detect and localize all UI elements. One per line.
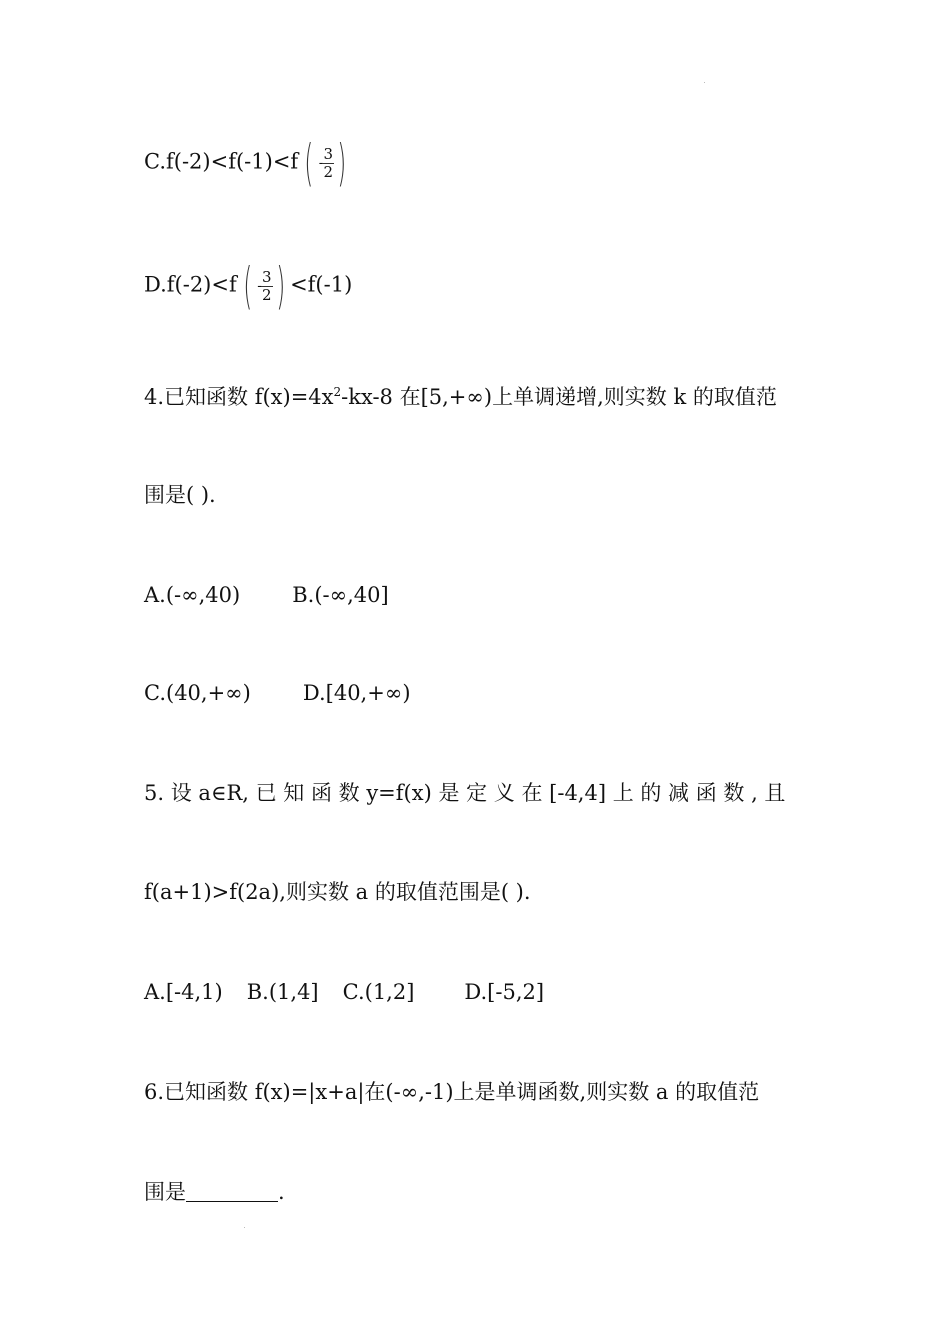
q3-option-d xyxy=(144,257,353,315)
q4-option-a: A.(-∞,40) xyxy=(144,583,241,607)
answer-blank[interactable] xyxy=(186,1183,278,1202)
fraction: $\frac{3}{2}$ xyxy=(262,268,272,304)
scan-speck xyxy=(244,1227,245,1228)
fraction-expression: ( - $\frac{3}{2}$ ) xyxy=(304,134,347,192)
q3-option-d-text: D.f(-2)<f xyxy=(144,272,237,297)
q6-stem-line2: 围是 . xyxy=(144,1180,285,1204)
fraction: $\frac{3}{2}$ xyxy=(323,145,333,181)
q4-stem-line2: 围是( ). xyxy=(144,483,216,507)
q3-option-c-text: C.f(-2)<f(-1)<f xyxy=(144,149,299,174)
q4-stem-line1: 4.已知函数 $f(x)=4x^2-kx-8$ 在[5,+∞)上单调递增,则实数 k 的取值范 xyxy=(144,385,777,409)
q6-stem-line1: 6.已知函数 f(x)=|x+a|在(-∞,-1)上是单调函数,则实数 a 的取值范 xyxy=(144,1080,760,1104)
q4-option-d: D.[40,+∞) xyxy=(302,681,411,705)
q3-option-c xyxy=(144,134,352,192)
q5-stem-line1: 5. 设 a∈R, 已 知 函 数 y=f(x) 是 定 义 在 [-4,4] 上 的 减 函 数 , 且 xyxy=(144,781,786,805)
q4-options-row1 xyxy=(144,585,389,606)
q3-option-d-suffix: <f(-1) xyxy=(290,272,353,297)
exponent: 2 xyxy=(333,385,342,399)
q5-option-c: C.(1,2] xyxy=(342,980,415,1004)
q4-option-c: C.(40,+∞) xyxy=(144,681,251,705)
q5-options xyxy=(144,982,544,1003)
q4-option-b: B.(-∞,40] xyxy=(292,583,389,607)
scan-speck xyxy=(704,82,705,83)
q5-option-b: B.(1,4] xyxy=(246,980,319,1004)
q4-options-row2 xyxy=(144,683,411,704)
fraction-expression: ( - $\frac{3}{2}$ ) xyxy=(243,257,285,315)
q5-option-d: D.[-5,2] xyxy=(464,980,545,1004)
q5-option-a: A.[-4,1) xyxy=(144,980,223,1004)
q5-stem-line2: f(a+1)>f(2a),则实数 a 的取值范围是( ). xyxy=(144,880,531,904)
